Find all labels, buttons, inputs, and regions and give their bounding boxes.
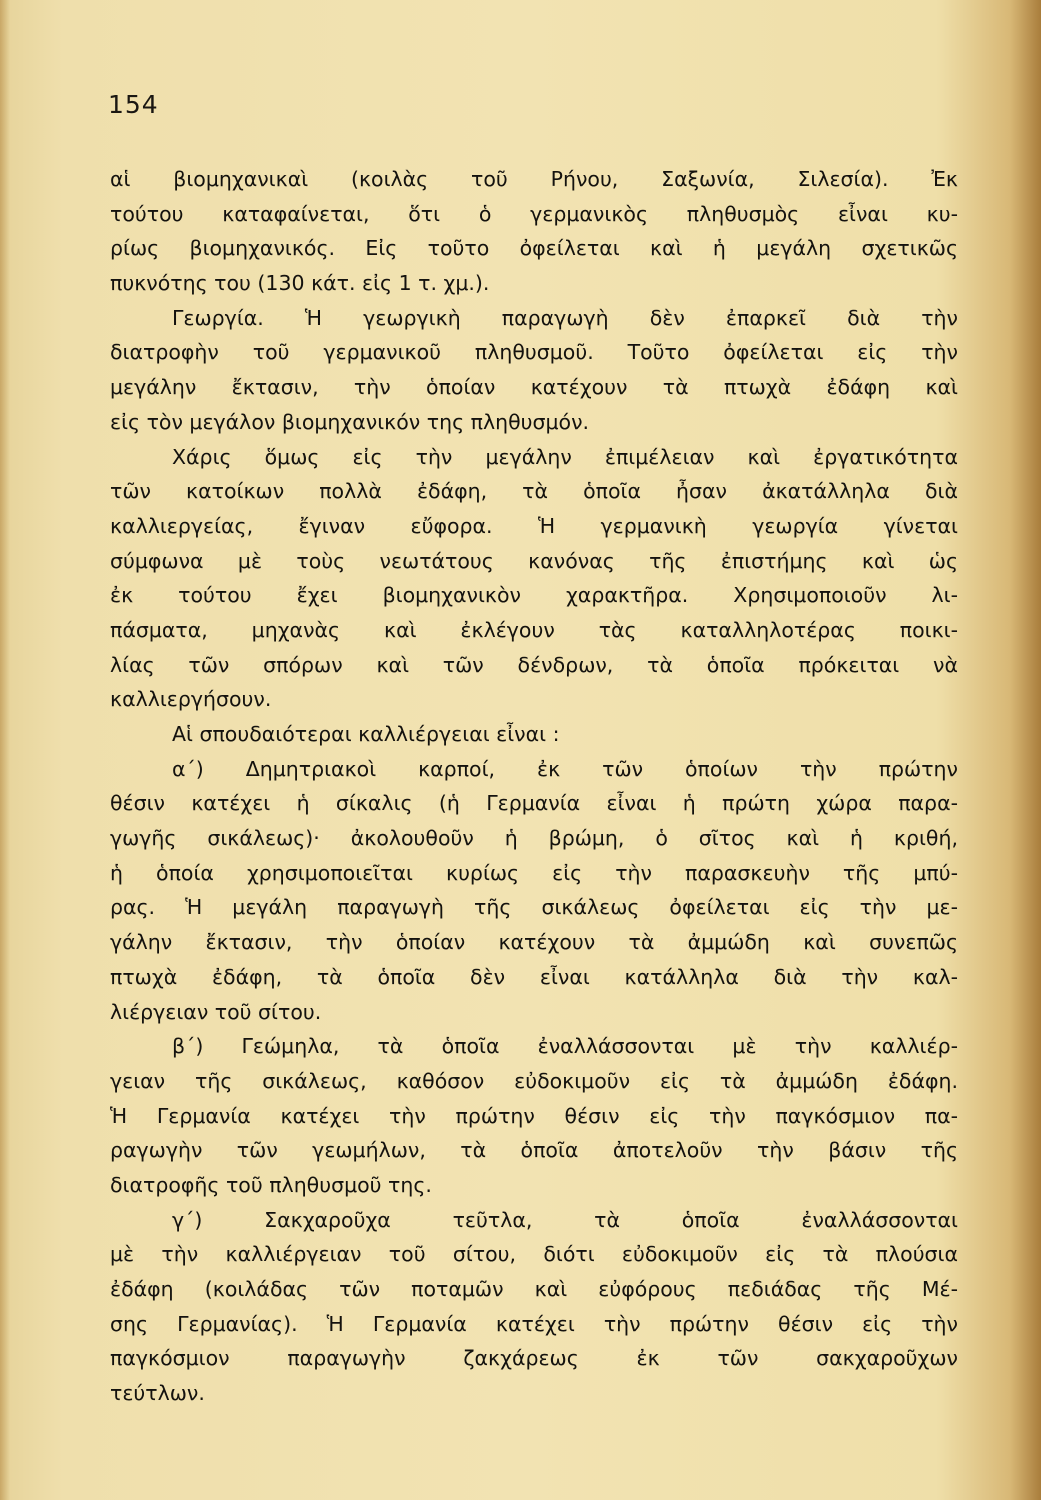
text-line: μὲ τὴν καλλιέργειαν τοῦ σίτου, διότι εὐδοκιμοῦν εἰς τὰ πλούσια: [110, 1242, 958, 1267]
text-line: εἰς τὸν μεγάλον βιομηχανικόν της πληθυσμόν.: [110, 409, 590, 434]
text-line: μεγάλην ἔκτασιν, τὴν ὁποίαν κατέχουν τὰ πτωχὰ ἐδάφη καὶ: [110, 375, 958, 400]
text-line: πτωχὰ ἐδάφη, τὰ ὁποῖα δὲν εἶναι κατάλληλα διὰ τὴν καλ-: [110, 964, 958, 989]
text-line: ρας. Ἡ μεγάλη παραγωγὴ τῆς σικάλεως ὀφείλεται εἰς τὴν με-: [110, 895, 958, 920]
text-line: ἐδάφη (κοιλάδας τῶν ποταμῶν καὶ εὐφόρους πεδιάδας τῆς Μέ-: [110, 1277, 958, 1301]
text-line: ρίως βιομηχανικός. Εἰς τοῦτο ὀφείλεται καὶ ἡ μεγάλη σχετικῶς: [110, 236, 958, 261]
text-line: σύμφωνα μὲ τοὺς νεωτάτους κανόνας τῆς ἐπιστήμης καὶ ὡς: [110, 548, 958, 573]
text-line: λιέργειαν τοῦ σίτου.: [110, 999, 322, 1024]
text-line: Αἱ σπουδαιότεραι καλλιέργειαι εἶναι :: [172, 722, 560, 746]
text-line: διατροφῆς τοῦ πληθυσμοῦ της.: [110, 1172, 432, 1197]
text-line: β΄) Γεώμηλα, τὰ ὁποῖα ἐναλλάσσονται μὲ τὴν καλλιέρ-: [172, 1034, 958, 1059]
text-line: ἡ ὁποία χρησιμοποιεῖται κυρίως εἰς τὴν παρασκευὴν τῆς μπύ-: [110, 860, 958, 885]
body-text: [110, 162, 958, 1411]
text-line: ἐκ τούτου ἔχει βιομηχανικὸν χαρακτῆρα. Χρησιμοποιοῦν λι-: [110, 583, 958, 608]
text-line: καλλιεργήσουν.: [110, 687, 272, 712]
text-line: θέσιν κατέχει ἡ σίκαλις (ἡ Γερμανία εἶναι ἡ πρώτη χώρα παρα-: [110, 791, 958, 816]
text-line: λίας τῶν σπόρων καὶ τῶν δένδρων, τὰ ὁποῖα πρόκειται νὰ: [110, 652, 958, 677]
text-line: γάλην ἔκτασιν, τὴν ὁποίαν κατέχουν τὰ ἀμμώδη καὶ συνεπῶς: [110, 930, 958, 955]
page-number: 154: [108, 90, 159, 119]
text-line: διατροφὴν τοῦ γερμανικοῦ πληθυσμοῦ. Τοῦτο ὀφείλεται εἰς τὴν: [110, 340, 958, 365]
text-line: τούτου καταφαίνεται, ὅτι ὁ γερμανικὸς πληθυσμὸς εἶναι κυ-: [110, 201, 958, 226]
text-line: α΄) Δημητριακοὶ καρποί, ἐκ τῶν ὁποίων τὴν πρώτην: [172, 756, 958, 781]
text-line: γειαν τῆς σικάλεως, καθόσον εὐδοκιμοῦν εἰς τὰ ἀμμώδη ἐδάφη.: [110, 1068, 958, 1093]
text-line: τεύτλων.: [110, 1381, 205, 1406]
text-line: πυκνότης του (130 κάτ. εἰς 1 τ. χμ.).: [110, 271, 490, 296]
text-line: πάσματα, μηχανὰς καὶ ἐκλέγουν τὰς καταλληλοτέρας ποικι-: [110, 617, 958, 642]
text-line: γωγῆς σικάλεως)· ἀκολουθοῦν ἡ βρώμη, ὁ σῖτος καὶ ἡ κριθή,: [110, 826, 958, 851]
text-line: Ἡ Γερμανία κατέχει τὴν πρώτην θέσιν εἰς τὴν παγκόσμιον πα-: [110, 1103, 958, 1128]
text-line: Γεωργία. Ἡ γεωργικὴ παραγωγὴ δὲν ἐπαρκεῖ διὰ τὴν: [172, 305, 958, 330]
page-edge-shadow: [0, 0, 10, 1500]
text-line: Χάρις ὅμως εἰς τὴν μεγάλην ἐπιμέλειαν καὶ ἐργατικότητα: [172, 444, 958, 469]
text-line: σης Γερμανίας). Ἡ Γερμανία κατέχει τὴν πρώτην θέσιν εἰς τὴν: [110, 1311, 958, 1336]
text-line: παγκόσμιον παραγωγὴν ζακχάρεως ἐκ τῶν σακχαροῦχων: [110, 1346, 958, 1371]
text-line: τῶν κατοίκων πολλὰ ἐδάφη, τὰ ὁποῖα ἦσαν ἀκατάλληλα διὰ: [110, 479, 958, 504]
text-line: ραγωγὴν τῶν γεωμήλων, τὰ ὁποῖα ἀποτελοῦν τὴν βάσιν τῆς: [110, 1138, 958, 1163]
text-line: καλλιεργείας, ἔγιναν εὔφορα. Ἡ γερμανικὴ γεωργία γίνεται: [110, 513, 958, 538]
text-line: γ΄) Σακχαροῦχα τεῦτλα, τὰ ὁποῖα ἐναλλάσσονται: [172, 1207, 958, 1232]
text-line: αἱ βιομηχανικαὶ (κοιλὰς τοῦ Ρήνου, Σαξωνία, Σιλεσία). Ἐκ: [110, 167, 958, 191]
